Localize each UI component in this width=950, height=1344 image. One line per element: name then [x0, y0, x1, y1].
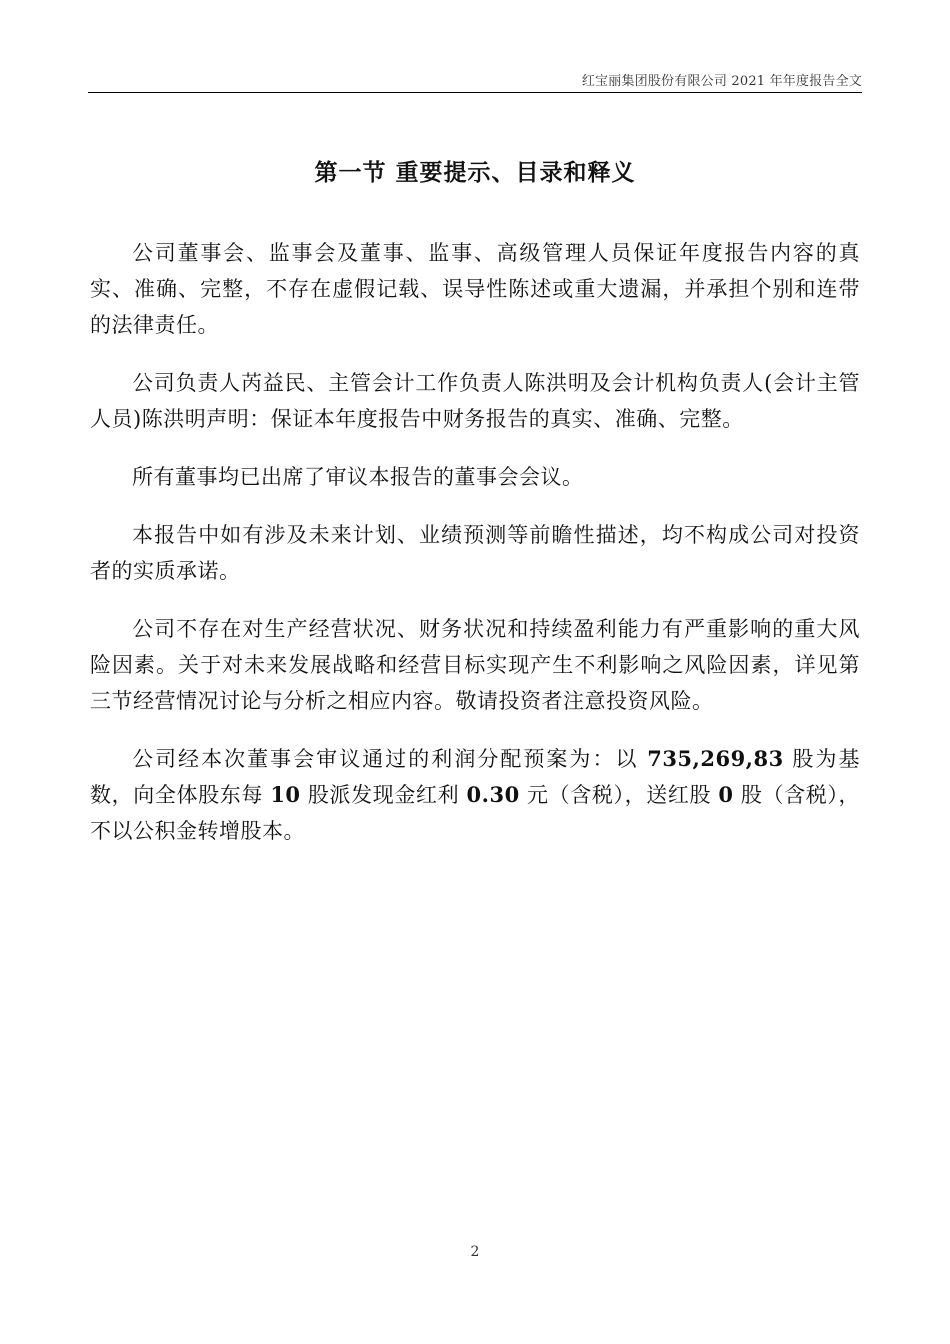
page-number: 2: [470, 1244, 480, 1260]
paragraph-risk-factors: 公司不存在对生产经营状况、财务状况和持续盈利能力有严重影响的重大风险因素。关于对未来发展战略和经营目标实现产生不利影响之风险因素，详见第三节经营情况讨论与分析之相应内容。敬请投资者注意投资风险。: [90, 617, 860, 713]
profit-text-1: 公司经本次董事会审议通过的利润分配预案为：以: [132, 747, 648, 771]
profit-text-3: 股派发现金红利: [300, 783, 467, 807]
base-share-count: 735,269,83: [647, 746, 784, 771]
profit-text-2: 股为基数，向全体股东每: [90, 747, 860, 807]
cash-dividend-amount: 0.30: [466, 782, 520, 807]
profit-text-5: 股（含税），不以公积金转增股本。: [90, 783, 860, 843]
header-divider: [88, 92, 862, 93]
paragraph-profit-distribution: [90, 741, 860, 849]
document-body: [90, 235, 860, 871]
paragraph-directors-attendance: 所有董事均已出席了审议本报告的董事会会议。: [132, 465, 584, 489]
paragraph-forward-looking: 本报告中如有涉及未来计划、业绩预测等前瞻性描述，均不构成公司对投资者的实质承诺。: [90, 523, 860, 583]
section-title: 第一节 重要提示、目录和释义: [314, 159, 636, 186]
paragraph-responsible-persons: 公司负责人芮益民、主管会计工作负责人陈洪明及会计机构负责人(会计主管人员)陈洪明声明：保证本年度报告中财务报告的真实、准确、完整。: [90, 371, 860, 431]
paragraph-board-guarantee: 公司董事会、监事会及董事、监事、高级管理人员保证年度报告内容的真实、准确、完整，不存在虚假记载、误导性陈述或重大遗漏，并承担个别和连带的法律责任。: [90, 241, 860, 337]
profit-text-4: 元（含税），送红股: [519, 783, 719, 807]
per-share-unit: 10: [270, 782, 301, 807]
bonus-share-count: 0: [718, 782, 734, 807]
running-header: 红宝丽集团股份有限公司 2021 年年度报告全文: [581, 74, 862, 89]
